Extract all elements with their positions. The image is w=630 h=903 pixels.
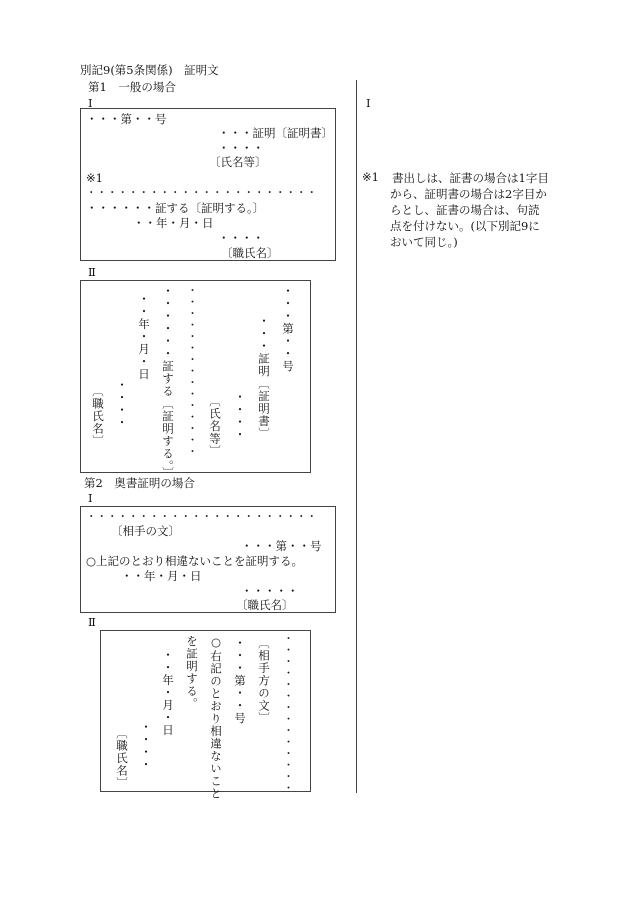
date-line: ・・年・月・日 <box>121 569 202 583</box>
case2-horizontal-box <box>80 506 336 613</box>
v-official-name: 〔職氏名〕 <box>115 727 129 790</box>
official-dots: ・・・・ <box>218 231 264 245</box>
v-name-dots: ・・・・ <box>233 391 247 441</box>
document-title: 別記9(第5条関係) 証明文 <box>80 63 219 77</box>
v-official-dots: ・・・・ <box>139 721 153 771</box>
case2-label-II: Ⅱ <box>88 615 96 629</box>
case2-vertical-box <box>100 630 311 800</box>
case1-label-I: Ⅰ <box>88 96 93 110</box>
certify-line: ・・・・・・証する〔証明する。〕 <box>86 201 265 215</box>
number-line: ・・・第・・号 <box>241 539 322 553</box>
partner-text: 〔相手の文〕 <box>111 524 180 538</box>
v-name-placeholder: 〔氏名等〕 <box>208 395 222 458</box>
case2-label-I: Ⅰ <box>88 491 93 505</box>
official-name: 〔職氏名〕 <box>236 598 294 612</box>
v-partner-text: 〔相手方の文〕 <box>257 637 271 725</box>
v-number-line: ・・・第・・号 <box>281 285 295 373</box>
name-dots: ・・・・ <box>218 141 264 155</box>
section-2-heading: 第2 奥書証明の場合 <box>84 476 195 490</box>
v-date-line: ・・年・月・日 <box>161 649 175 737</box>
right-label-I: Ⅰ <box>366 96 371 110</box>
certify-statement: ○上記のとおり相違ないことを証明する。 <box>86 554 304 568</box>
v-certify-line: ・・・・・・証する〔証明する。〕 <box>161 285 175 480</box>
case1-label-II: Ⅱ <box>88 265 96 279</box>
body-dots: ・・・・・・・・・・・・・・・・・・・・・・ <box>86 187 317 199</box>
v-body-dots: ・・・・・・・・・・・・・・・ <box>186 285 198 458</box>
v-certify-statement-2: を証明する。 <box>185 635 199 710</box>
case1-vertical-box <box>80 280 311 480</box>
v-date-line: ・・年・月・日 <box>137 293 151 381</box>
official-dots: ・・・・・ <box>241 584 299 598</box>
certificate-title: ・・・証明〔証明書〕 <box>218 126 333 140</box>
v-official-name: 〔職氏名〕 <box>91 385 105 448</box>
number-line: ・・・第・・号 <box>86 112 167 126</box>
date-line: ・・年・月・日 <box>133 216 214 230</box>
right-note-mark: ※1 <box>362 170 379 184</box>
section-1-heading: 第1 一般の場合 <box>88 80 176 94</box>
case1-horizontal-box <box>80 108 336 261</box>
name-placeholder: 〔氏名等〕 <box>209 155 267 169</box>
note-mark: ※1 <box>86 171 103 185</box>
v-partner-dots: ・・・・・・・・・・・・・・ <box>282 633 294 794</box>
v-official-dots: ・・・・ <box>115 379 129 429</box>
v-certificate-title: ・・・証明〔証明書〕 <box>257 315 271 440</box>
official-name: 〔職氏名〕 <box>221 246 279 260</box>
right-note-text: 書出しは、証書の場合は1字目から、証明書の場合は2字目からとし、証書の場合は、句読点を付けない。(以下別記9において同じ。) <box>390 171 549 249</box>
v-number-line: ・・・第・・号 <box>233 637 247 725</box>
v-certify-statement: ○右記のとおり相違ないこと <box>209 635 223 800</box>
partner-dots: ・・・・・・・・・・・・・・・・・・・・・・ <box>86 511 317 523</box>
column-divider <box>356 80 357 793</box>
